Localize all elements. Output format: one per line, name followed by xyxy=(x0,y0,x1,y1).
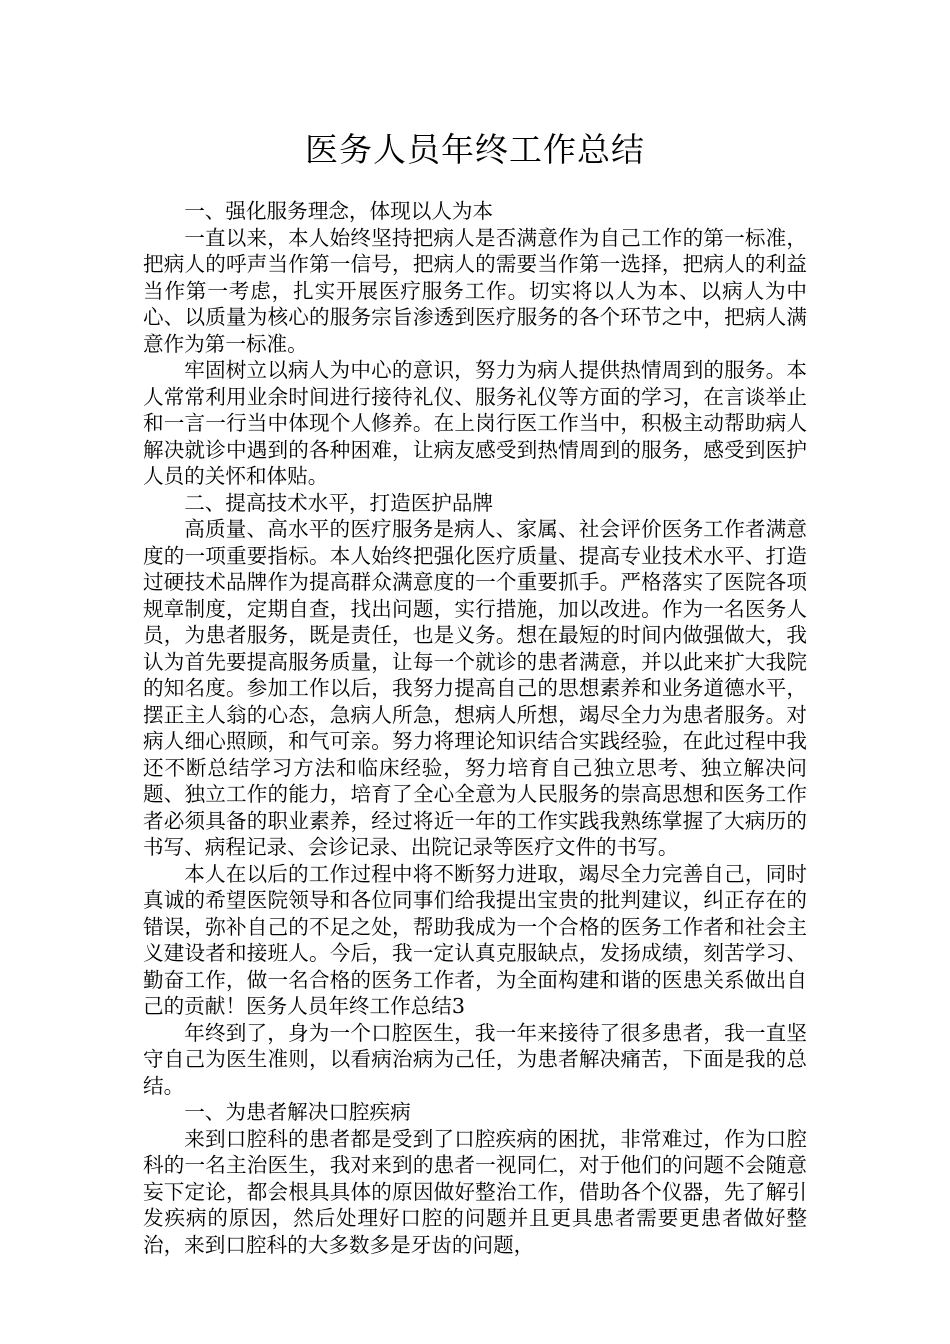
paragraph: 来到口腔科的患者都是受到了口腔疾病的困扰，非常难过，作为口腔科的一名主治医生，我对来到的患者一视同仁，对于他们的问题不会随意妄下定论，都会根具具体的原因做好整治工作，借助各个仪器，先了解引发疾病的原因，然后处理好口腔的问题并且更具患者需要更患者做好整治，来到口腔科的大多数多是牙齿的问题， xyxy=(143,1126,807,1257)
section-heading: 二、提高技术水平，打造医护品牌 xyxy=(184,490,494,515)
paragraph: 本人在以后的工作过程中将不断努力进取，竭尽全力完善自己，同时真诚的希望医院领导和各位同事们给我提出宝贵的批判建议，纠正存在的错误，弥补自己的不足之处，帮助我成为一个合格的医务工作者和社会主义建设者和接班人。今后，我一定认真克服缺点，发扬成绩，刻苦学习、勤奋工作，做一名合格的医务工作者，为全面构建和谐的医患关系做出自己的贡献！医务人员年终工作总结3 xyxy=(143,861,807,1018)
document-page xyxy=(143,0,807,1344)
section-heading: 一、强化服务理念，体现以人为本 xyxy=(184,199,494,223)
paragraph: 高质量、高水平的医疗服务是病人、家属、社会评价医务工作者满意度的一项重要指标。本人始终把强化医疗质量、提高专业技术水平、打造过硬技术品牌作为提高群众满意度的一个重要抓手。严格落实了医院各项规章制度，定期自查，找出问题，实行措施，加以改进。作为一名医务人员，为患者服务，既是责任，也是义务。想在最短的时间内做强做大，我认为首先要提高服务质量，让每一个就诊的患者满意，并以此来扩大我院的知名度。参加工作以后，我努力提高自己的思想素养和业务道德水平，摆正主人翁的心态，急病人所急，想病人所想，竭尽全力为患者服务。对病人细心照顾，和气可亲。努力将理论知识结合实践经验，在此过程中我还不断总结学习方法和临床经验，努力培育自己独立思考、独立解决问题、独立工作的能力，培育了全心全意为人民服务的崇高思想和医务工作者必须具备的职业素养，经过将近一年的工作实践我熟练掌握了大病历的书写、病程记录、会诊记录、出院记录等医疗文件的书写。 xyxy=(143,517,807,859)
section-heading: 一、为患者解决口腔疾病 xyxy=(184,1100,411,1124)
paragraph: 牢固树立以病人为中心的意识，努力为病人提供热情周到的服务。本人常常利用业余时间进行接待礼仪、服务礼仪等方面的学习，在言谈举止和一言一行当中体现个人修养。在上岗行医工作当中，积极主动帮助病人解决就诊中遇到的各种困难，让病友感受到热情周到的服务，感受到医护人员的关怀和体贴。 xyxy=(143,358,807,488)
document-title: 医务人员年终工作总结 xyxy=(305,130,645,169)
document-body xyxy=(143,198,807,1258)
paragraph: 年终到了，身为一个口腔医生，我一年来接待了很多患者，我一直坚守自己为医生准则，以看病治病为己任，为患者解决痛苦，下面是我的总结。 xyxy=(143,1020,807,1098)
paragraph: 一直以来，本人始终坚持把病人是否满意作为自己工作的第一标准，把病人的呼声当作第一信号，把病人的需要当作第一选择，把病人的利益当作第一考虑，扎实开展医疗服务工作。切实将以人为本、以病人为中心、以质量为核心的服务宗旨渗透到医疗服务的各个环节之中，把病人满意作为第一标准。 xyxy=(143,225,807,356)
